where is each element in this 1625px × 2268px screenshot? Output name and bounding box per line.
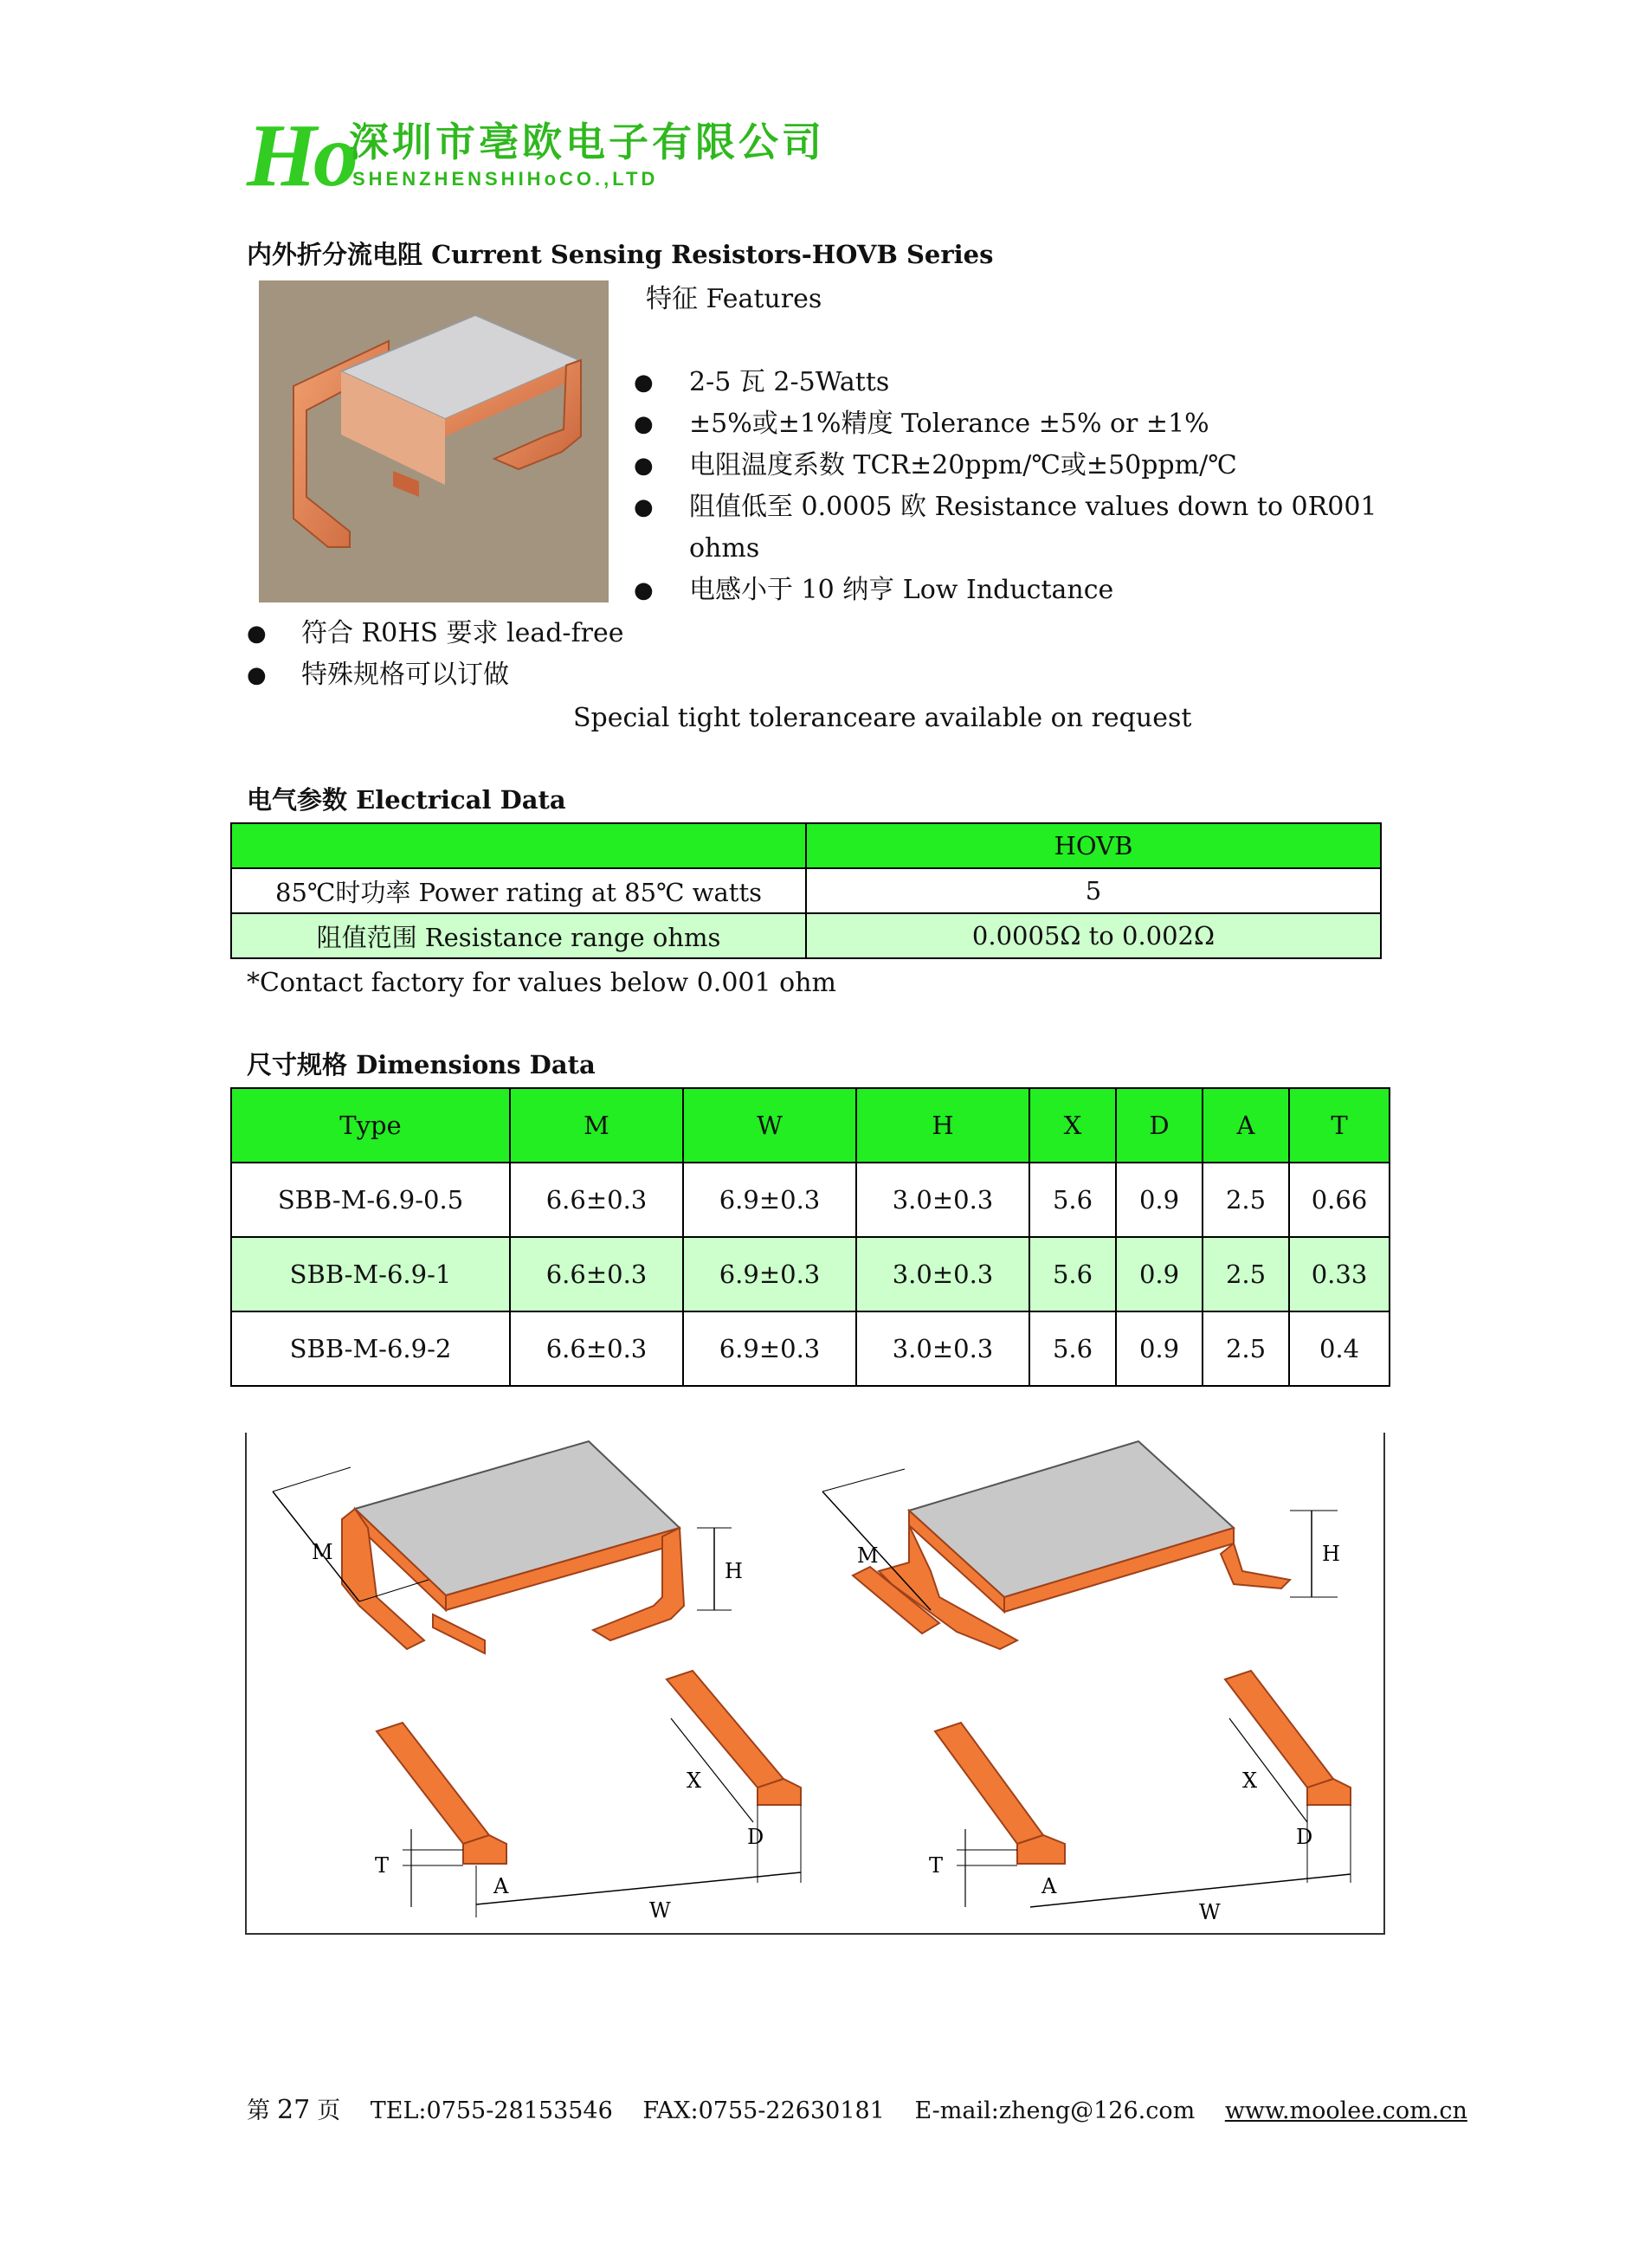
table-header-row: [231, 1088, 1390, 1163]
feature-item-continued: ohms: [689, 533, 760, 564]
dimension-label-x: X: [687, 1769, 702, 1793]
pad-left-a: [377, 1723, 506, 1864]
table-cell: 2.5: [1203, 1163, 1289, 1237]
table-cell: 3.0±0.3: [856, 1311, 1029, 1386]
table-header-cell: M: [510, 1088, 683, 1163]
table-row: [231, 913, 1381, 958]
footer-tel: TEL:0755-28153546: [370, 2097, 613, 2124]
table-cell: 0.9: [1116, 1163, 1203, 1237]
company-logo: [247, 106, 825, 205]
feature-item: 特殊规格可以订做: [301, 660, 509, 690]
table-cell: 85℃时功率 Power rating at 85℃ watts: [231, 868, 806, 913]
page-number: 27: [277, 2095, 311, 2125]
dimension-label-d: D: [1296, 1825, 1313, 1849]
table-row: [231, 1163, 1390, 1237]
product-photo: [259, 280, 609, 602]
table-cell: 0.9: [1116, 1237, 1203, 1311]
table-cell: SBB-M-6.9-0.5: [231, 1163, 510, 1237]
table-cell: 0.0005Ω to 0.002Ω: [806, 913, 1381, 958]
dimension-label-t: T: [375, 1853, 390, 1878]
company-name-cn: 深圳市亳欧电子有限公司: [349, 119, 825, 165]
footer-fax: FAX:0755-22630181: [642, 2097, 885, 2124]
footer-email[interactable]: E-mail:zheng@126.com: [914, 2097, 1196, 2124]
feature-item: ±5%或±1%精度 Tolerance ±5% or ±1%: [689, 409, 1209, 439]
table-cell: 2.5: [1203, 1237, 1289, 1311]
special-note: Special tight toleranceare available on request: [573, 703, 1192, 733]
bullet-icon: ●: [634, 411, 654, 437]
table-cell: 5.6: [1029, 1163, 1116, 1237]
table-header-cell: H: [856, 1088, 1029, 1163]
dimension-drawing-svg: [247, 1433, 1383, 1933]
footer-website-link[interactable]: www.moolee.com.cn: [1224, 2097, 1467, 2124]
dimension-label-w: W: [649, 1898, 671, 1923]
page-prefix: 第: [247, 2097, 270, 2124]
table-cell: 5.6: [1029, 1311, 1116, 1386]
table-header-cell: Type: [231, 1088, 510, 1163]
resistor-outer-fold: [342, 1441, 684, 1653]
feature-item: 电感小于 10 纳亨 Low Inductance: [689, 575, 1114, 605]
table-cell: 6.6±0.3: [510, 1237, 683, 1311]
page-suffix: 页: [317, 2097, 341, 2124]
table-row: [231, 1311, 1390, 1386]
dimension-label-a: A: [493, 1874, 509, 1898]
electrical-heading: 电气参数 Electrical Data: [247, 785, 566, 815]
resistor-inner-fold: [853, 1441, 1290, 1649]
feature-item: 电阻温度系数 TCR±20ppm/℃或±50ppm/℃: [689, 450, 1237, 480]
table-cell: 3.0±0.3: [856, 1163, 1029, 1237]
electrical-footnote: *Contact factory for values below 0.001 ohm: [247, 968, 836, 998]
table-cell: 0.9: [1116, 1311, 1203, 1386]
dimension-label-h: H: [725, 1559, 743, 1583]
dimension-label-h: H: [1322, 1542, 1340, 1566]
bullet-icon: ●: [634, 453, 654, 479]
table-cell: 0.4: [1289, 1311, 1390, 1386]
dimension-label-m: M: [857, 1543, 879, 1568]
table-cell: 6.9±0.3: [683, 1311, 856, 1386]
dimensions-heading: 尺寸规格 Dimensions Data: [247, 1050, 596, 1079]
table-row: [231, 1237, 1390, 1311]
table-header-row: [231, 823, 1381, 868]
dimension-label-x: X: [1242, 1769, 1258, 1793]
table-header-cell: HOVB: [806, 823, 1381, 868]
pad-right-a: [935, 1723, 1065, 1864]
dimension-label-m: M: [312, 1540, 333, 1564]
dimension-label-t: T: [929, 1853, 944, 1878]
table-header-cell: X: [1029, 1088, 1116, 1163]
table-cell: 0.33: [1289, 1237, 1390, 1311]
bullet-icon: ●: [634, 494, 654, 520]
page-footer: [247, 2093, 1490, 2129]
table-cell: SBB-M-6.9-2: [231, 1311, 510, 1386]
table-header-cell: W: [683, 1088, 856, 1163]
feature-item: 2-5 瓦 2-5Watts: [689, 367, 890, 397]
table-cell: 6.9±0.3: [683, 1237, 856, 1311]
table-header-cell: A: [1203, 1088, 1289, 1163]
table-header-cell: T: [1289, 1088, 1390, 1163]
table-cell: 2.5: [1203, 1311, 1289, 1386]
dimension-label-a: A: [1041, 1874, 1057, 1898]
dimension-label-d: D: [747, 1825, 764, 1849]
company-name-en: SHENZHENSHIHoCO.,LTD: [352, 168, 659, 190]
table-cell: SBB-M-6.9-1: [231, 1237, 510, 1311]
dimension-drawing: [245, 1433, 1385, 1935]
table-cell: 6.6±0.3: [510, 1311, 683, 1386]
electrical-table: [230, 822, 1382, 959]
product-title: 内外折分流电阻 Current Sensing Resistors-HOVB Series: [247, 240, 994, 269]
bullet-icon: ●: [247, 662, 267, 688]
dimension-label-w: W: [1199, 1900, 1221, 1924]
dimensions-table: [230, 1087, 1390, 1387]
table-cell: 6.6±0.3: [510, 1163, 683, 1237]
bullet-icon: ●: [634, 577, 654, 603]
feature-item: 阻值低至 0.0005 欧 Resistance values down to 0R001: [689, 492, 1377, 522]
bullet-icon: ●: [634, 370, 654, 396]
table-row: [231, 868, 1381, 913]
table-cell: 5: [806, 868, 1381, 913]
table-cell: 5.6: [1029, 1237, 1116, 1311]
table-cell: 阻值范围 Resistance range ohms: [231, 913, 806, 958]
features-heading: 特征 Features: [646, 284, 822, 314]
table-cell: 6.9±0.3: [683, 1163, 856, 1237]
resistor-photo-image: [259, 280, 609, 602]
table-header-cell: D: [1116, 1088, 1203, 1163]
feature-item: 符合 R0HS 要求 lead-free: [301, 618, 624, 648]
table-cell: 0.66: [1289, 1163, 1390, 1237]
table-cell: 3.0±0.3: [856, 1237, 1029, 1311]
table-header-cell: [231, 823, 806, 868]
bullet-icon: ●: [247, 621, 267, 647]
logo-mark: Ho: [247, 106, 355, 205]
